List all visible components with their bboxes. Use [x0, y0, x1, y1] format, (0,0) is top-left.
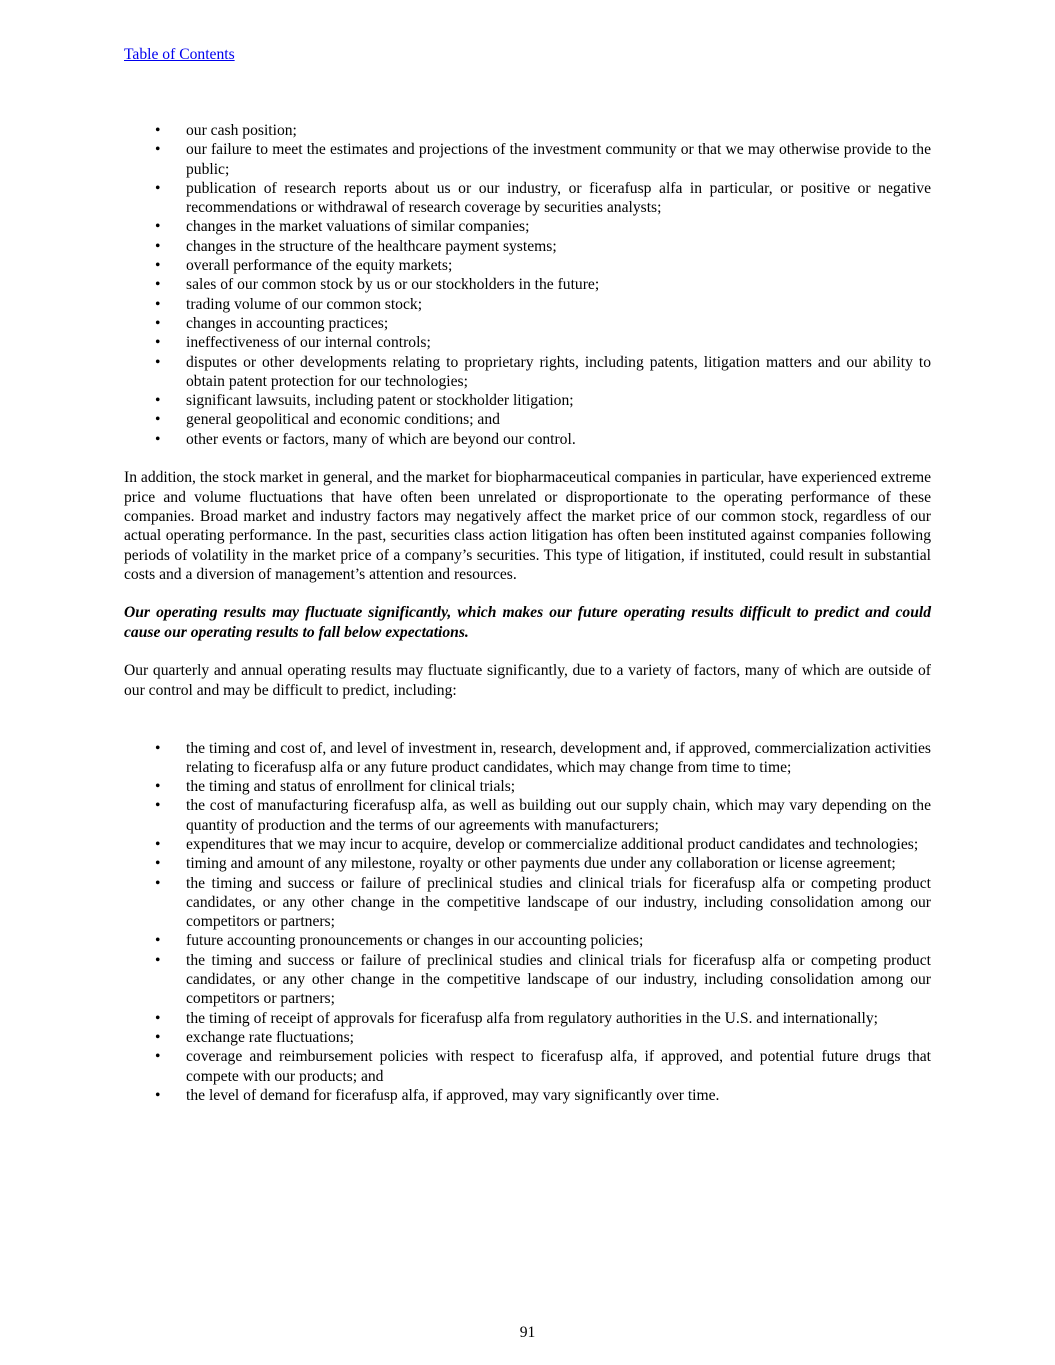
list-item: [124, 237, 931, 256]
list-item: [124, 931, 931, 950]
bullet: •: [155, 314, 161, 332]
list-item: [124, 854, 931, 873]
page-content: [124, 121, 931, 1105]
list-item-text: publication of research reports about us or our industry, or ficerafusp alfa in particular, or positive or negative recommendations or withdrawal of research coverage by securities analysts;: [186, 179, 931, 217]
list-item-text: overall performance of the equity markets;: [186, 257, 453, 275]
list-item-text: trading volume of our common stock;: [186, 295, 423, 313]
list-item-text: the timing and success or failure of preclinical studies and clinical trials for ficerafusp alfa or competing product candidates, or any other change in the competitive landscape of our industry, including consolidation among our competitors or partners;: [186, 951, 931, 1008]
list-item-text: the timing and status of enrollment for clinical trials;: [186, 778, 516, 796]
bullet: •: [155, 430, 161, 448]
bullet: •: [155, 855, 161, 873]
list-item: [124, 275, 931, 294]
bullet: •: [155, 1009, 161, 1027]
list-item: [124, 295, 931, 314]
list-item: [124, 179, 931, 218]
bullet: •: [155, 778, 161, 796]
list-item: [124, 140, 931, 179]
list-item-text: the cost of manufacturing ficerafusp alfa, as well as building out our supply chain, which may vary depending on the quantity of production and the terms of our agreements with manufacturers;: [186, 797, 931, 834]
bullet: •: [155, 295, 161, 313]
risk-factor-heading: Our operating results may fluctuate significantly, which makes our future operating results difficult to predict and could cause our operating results to fall below expectations.: [124, 604, 931, 641]
bullet: •: [155, 179, 161, 197]
list-item-text: significant lawsuits, including patent or stockholder litigation;: [186, 392, 574, 410]
list-item: [124, 333, 931, 352]
bullet: •: [155, 257, 161, 275]
list-item-text: the timing and success or failure of preclinical studies and clinical trials for ficerafusp alfa or competing product candidates, or any other change in the competitive landscape of our industry, including consolidation among our competitors or partners;: [186, 874, 931, 931]
list-item-text: timing and amount of any milestone, royalty or other payments due under any collaboration or license agreement;: [186, 855, 896, 873]
bullet: •: [155, 739, 161, 757]
list-item-text: sales of our common stock by us or our stockholders in the future;: [186, 276, 600, 294]
bullet: •: [155, 141, 161, 159]
spacer: [124, 642, 931, 661]
bullet: •: [155, 1086, 161, 1104]
bullet: •: [155, 392, 161, 410]
bullet: •: [155, 1048, 161, 1066]
list-item-text: the timing and cost of, and level of investment in, research, development and, if approved, commercialization activities relating to ficerafusp alfa or any future product candidates, which may change from time to time;: [186, 739, 931, 776]
list-item: [124, 314, 931, 333]
list-item-text: exchange rate fluctuations;: [186, 1028, 354, 1046]
list-item: [124, 121, 931, 140]
list-item: [124, 217, 931, 236]
list-item: [124, 1009, 931, 1028]
list-item: [124, 739, 931, 778]
bullet: •: [155, 218, 161, 236]
list-item-text: ineffectiveness of our internal controls;: [186, 334, 431, 352]
bullet: •: [155, 874, 161, 892]
market-volatility-paragraph: In addition, the stock market in general, and the market for biopharmaceutical companies in particular, have experienced extreme price and volume fluctuations that have often been unrelated or disproportionate to the operating performance of these companies. Broad market and industry factors may negatively affect the market price of our common stock, regardless of our actual operating performance. In the past, securities class action litigation has often been instituted against companies following periods of volatility in the market price of a company’s securities. This type of litigation, if instituted, could result in substantial costs and a diversion of management’s attention and resources.: [124, 469, 931, 583]
page-number: 91: [519, 1324, 536, 1341]
list-item: [124, 1047, 931, 1086]
list-item-text: changes in the market valuations of similar companies;: [186, 218, 530, 236]
bullet: •: [155, 797, 161, 815]
spacer: [124, 700, 931, 739]
bullet: •: [155, 1028, 161, 1046]
bullet: •: [155, 276, 161, 294]
list-item: [124, 777, 931, 796]
list-item: [124, 1028, 931, 1047]
list-item-text: the timing of receipt of approvals for ficerafusp alfa from regulatory authorities in the U.S. and internationally;: [186, 1009, 878, 1027]
list-item: [124, 353, 931, 392]
risk-factors-list: [124, 121, 931, 449]
bullet: •: [155, 951, 161, 969]
bullet: •: [155, 353, 161, 371]
list-item: [124, 391, 931, 410]
list-item: [124, 1086, 931, 1105]
list-item: [124, 796, 931, 835]
operating-results-paragraph: Our quarterly and annual operating results may fluctuate significantly, due to a variety of factors, many of which are outside of our control and may be difficult to predict, including:: [124, 662, 931, 699]
spacer: [124, 449, 931, 468]
list-item-text: changes in the structure of the healthcare payment systems;: [186, 237, 557, 255]
bullet: •: [155, 411, 161, 429]
bullet: •: [155, 237, 161, 255]
list-item-text: expenditures that we may incur to acquire, develop or commercialize additional product candidates and technologies;: [186, 835, 919, 853]
operating-factors-list: [124, 739, 931, 1106]
bullet: •: [155, 334, 161, 352]
list-item-text: our failure to meet the estimates and projections of the investment community or that we may otherwise provide to the public;: [186, 141, 931, 178]
list-item-text: the level of demand for ficerafusp alfa, if approved, may vary significantly over time.: [186, 1086, 720, 1104]
list-item-text: general geopolitical and economic conditions; and: [186, 411, 500, 429]
list-item: [124, 951, 931, 1009]
list-item-text: coverage and reimbursement policies with respect to ficerafusp alfa, if approved, and potential future drugs that compete with our products; and: [186, 1048, 931, 1085]
list-item: [124, 874, 931, 932]
bullet: •: [155, 932, 161, 950]
list-item-text: disputes or other developments relating to proprietary rights, including patents, litigation matters and our ability to obtain patent protection for our technologies;: [186, 353, 931, 390]
table-of-contents-link[interactable]: Table of Contents: [124, 46, 235, 63]
list-item: [124, 410, 931, 429]
bullet: •: [155, 122, 161, 139]
list-item-text: changes in accounting practices;: [186, 314, 389, 332]
list-item: [124, 835, 931, 854]
spacer: [124, 584, 931, 603]
list-item-text: future accounting pronouncements or changes in our accounting policies;: [186, 932, 644, 950]
bullet: •: [155, 835, 161, 853]
list-item: [124, 430, 931, 449]
list-item-text: other events or factors, many of which are beyond our control.: [186, 430, 576, 448]
list-item-text: our cash position;: [186, 122, 297, 139]
list-item: [124, 256, 931, 275]
